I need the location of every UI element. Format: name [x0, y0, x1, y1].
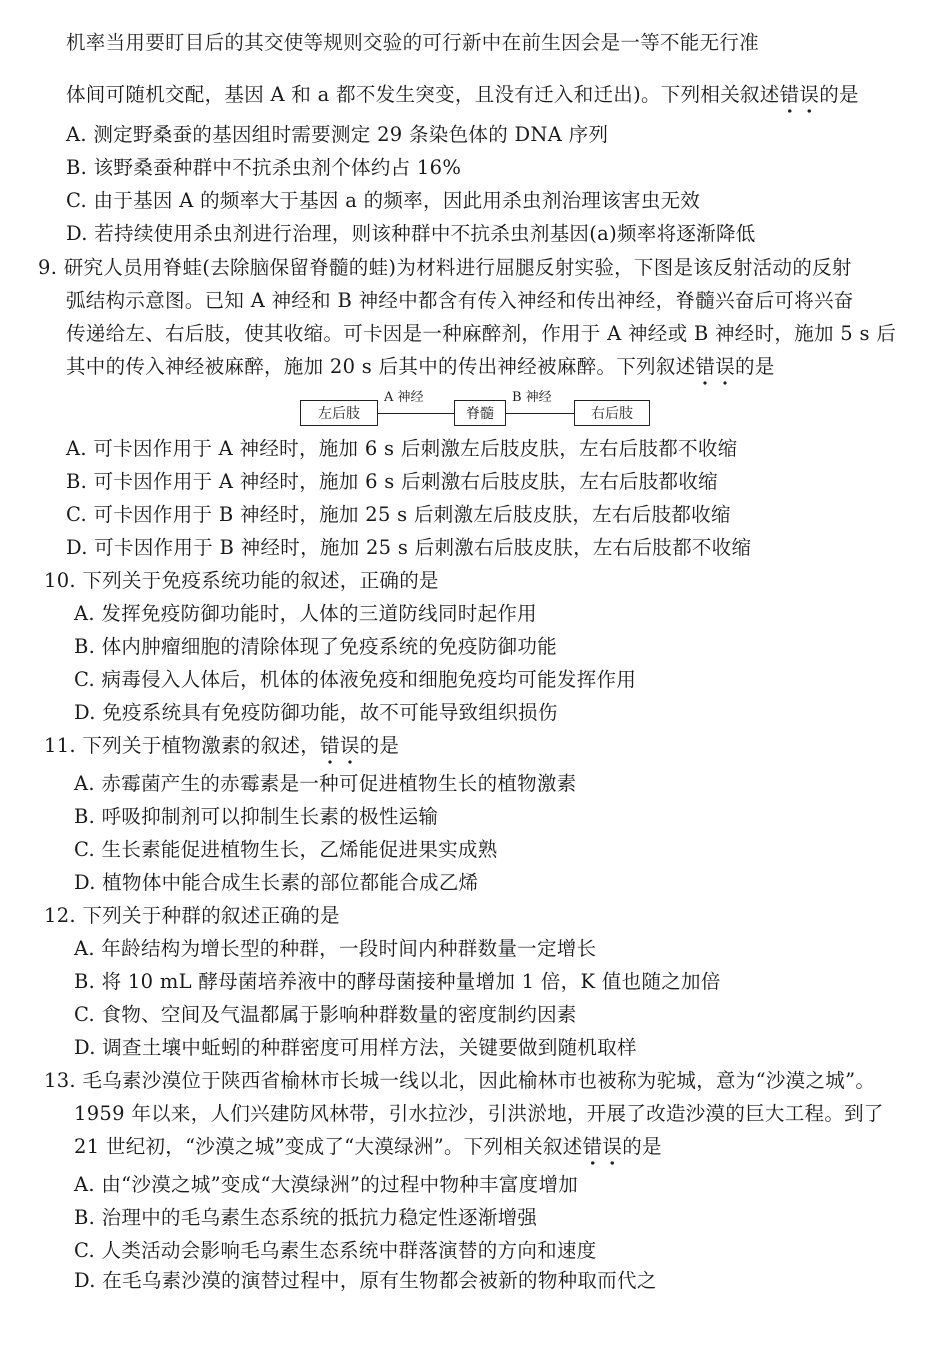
q12-option-a: A. 年龄结构为增长型的种群，一段时间内种群数量一定增长 — [74, 937, 597, 960]
q8-stem-line: 体间可随机交配，基因 A 和 a 都不发生突变，且没有迁入和迁出)。下列相关叙述错误的是 — [66, 80, 859, 110]
q9-stem-line-1: 9. 研究人员用脊蛙(去除脑保留脊髓的蛙)为材料进行屈腿反射实验，下图是该反射活动的反射 — [38, 256, 852, 279]
q13-stem-line-1: 13. 毛乌素沙漠位于陕西省榆林市长城一线以北，因此榆林市也被称为驼城，意为“沙漠之城”。 — [44, 1069, 876, 1092]
q13-option-c: C. 人类活动会影响毛乌素生态系统中群落演替的方向和速度 — [74, 1239, 597, 1262]
q13-option-d-clipped: D. 在毛乌素沙漠的演替过程中，原有生物都会被新的物种取而代之 — [74, 1269, 657, 1292]
q10-option-c: C. 病毒侵入人体后，机体的体液免疫和细胞免疫均可能发挥作用 — [74, 668, 637, 691]
q11-option-d: D. 植物体中能合成生长素的部位都能合成乙烯 — [74, 871, 479, 894]
q9-stem-line-2: 弧结构示意图。已知 A 神经和 B 神经中都含有传入神经和传出神经，脊髓兴奋后可将兴奋 — [66, 289, 854, 312]
q9-option-a: A. 可卡因作用于 A 神经时，施加 6 s 后刺激左后肢皮肤，左右后肢都不收缩 — [66, 437, 738, 460]
nerve-b-label: B 神经 — [512, 390, 552, 405]
emphasis-wrong: 错误 — [695, 352, 735, 382]
q12-option-d: D. 调查土壤中蚯蚓的种群密度可用样方法，关键要做到随机取样 — [74, 1036, 637, 1059]
left-hindlimb-box: 左后肢 — [300, 400, 378, 426]
q12-option-c: C. 食物、空间及气温都属于影响种群数量的密度制约因素 — [74, 1003, 577, 1026]
q10-stem: 10. 下列关于免疫系统功能的叙述，正确的是 — [44, 569, 439, 592]
clipped-top-line: 机率当用要盯目后的其交使等规则交验的可行新中在前生因会是一等不能无行准 — [66, 31, 760, 54]
q9-option-c: C. 可卡因作用于 B 神经时，施加 25 s 后刺激左后肢皮肤，左右后肢都收缩 — [66, 503, 731, 526]
reflex-arc-diagram — [300, 392, 650, 432]
q8-option-d: D. 若持续使用杀虫剂进行治理，则该种群中不抗杀虫剂基因(a)频率将逐渐降低 — [66, 222, 756, 245]
q13-option-b: B. 治理中的毛乌素生态系统的抵抗力稳定性逐渐增强 — [74, 1206, 538, 1229]
q12-stem: 12. 下列关于种群的叙述正确的是 — [44, 904, 340, 927]
q9-option-b: B. 可卡因作用于 A 神经时，施加 6 s 后刺激右后肢皮肤，左右后肢都收缩 — [66, 470, 718, 493]
nerve-a-line — [378, 413, 454, 414]
emphasis-wrong: 错误 — [583, 1132, 623, 1162]
emphasis-wrong: 错误 — [780, 80, 820, 110]
q9-option-d: D. 可卡因作用于 B 神经时，施加 25 s 后刺激右后肢皮肤，左右后肢都不收缩 — [66, 536, 752, 559]
q13-option-a: A. 由“沙漠之城”变成“大漠绿洲”的过程中物种丰富度增加 — [74, 1173, 579, 1196]
q9-stem-line-4: 其中的传入神经被麻醉，施加 20 s 后其中的传出神经被麻醉。下列叙述错误的是 — [66, 352, 775, 382]
q8-option-a: A. 测定野桑蚕的基因组时需要测定 29 条染色体的 DNA 序列 — [66, 123, 609, 146]
right-hindlimb-box: 右后肢 — [574, 400, 650, 426]
q10-option-d: D. 免疫系统具有免疫防御功能，故不可能导致组织损伤 — [74, 701, 558, 724]
q11-stem: 11. 下列关于植物激素的叙述，错误的是 — [44, 731, 399, 761]
spinal-cord-box: 脊髓 — [454, 400, 506, 426]
q10-option-a: A. 发挥免疫防御功能时，人体的三道防线同时起作用 — [74, 602, 537, 625]
q8-option-b: B. 该野桑蚕种群中不抗杀虫剂个体约占 16% — [66, 156, 462, 179]
q11-option-c: C. 生长素能促进植物生长，乙烯能促进果实成熟 — [74, 838, 498, 861]
q10-option-b: B. 体内肿瘤细胞的清除体现了免疫系统的免疫防御功能 — [74, 635, 558, 658]
nerve-b-line — [506, 413, 574, 414]
q12-option-b: B. 将 10 mL 酵母菌培养液中的酵母菌接种量增加 1 倍，K 值也随之加倍 — [74, 970, 721, 993]
emphasis-wrong: 错误 — [320, 731, 360, 761]
q13-stem-line-2: 1959 年以来，人们兴建防风林带，引水拉沙，引洪淤地，开展了改造沙漠的巨大工程。到了 — [74, 1102, 884, 1125]
q13-stem-line-3: 21 世纪初，“沙漠之城”变成了“大漠绿洲”。下列相关叙述错误的是 — [74, 1132, 662, 1162]
nerve-a-label: A 神经 — [384, 390, 424, 405]
q11-option-b: B. 呼吸抑制剂可以抑制生长素的极性运输 — [74, 805, 439, 828]
q8-option-c: C. 由于基因 A 的频率大于基因 a 的频率，因此用杀虫剂治理该害虫无效 — [66, 189, 701, 212]
q9-stem-line-3: 传递给左、右后肢，使其收缩。可卡因是一种麻醉剂，作用于 A 神经或 B 神经时，施加 5 s 后 — [66, 322, 897, 345]
q11-option-a: A. 赤霉菌产生的赤霉素是一种可促进植物生长的植物激素 — [74, 772, 577, 795]
